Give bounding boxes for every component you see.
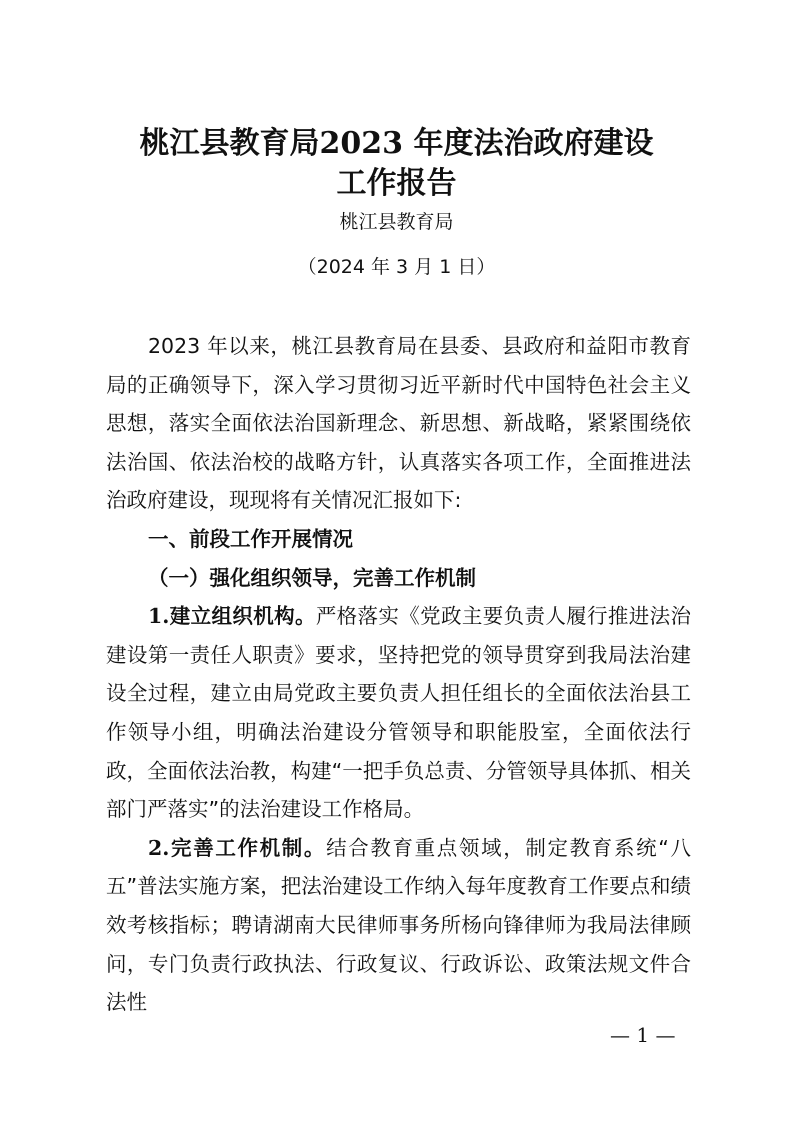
page-number: — 1 — [610, 1023, 676, 1047]
document-title-line-2: 工作报告 [336, 166, 457, 201]
item-1-text: 严格落实《党政主要负责人履行推进法治建设第一责任人职责》要求，坚持把党的领导贯穿到我局法治建设全过程，建立由局党政主要负责人担任组长的全面依法治县工作领导小组，明确法治建设分管领导和职能股室，全面依法行政，全面依法治教，构建“一把手负总责、分管领导具体抓、相关部门严落实”的法治建设工作格局。 [106, 604, 691, 822]
section-heading: 一、前段工作开展情况 [148, 526, 353, 551]
item-2-text: 结合教育重点领域，制定教育系统“八五”普法实施方案，把法治建设工作纳入每年度教育工作要点和绩效考核指标；聘请湖南大民律师事务所杨向锋律师为我局法律顾问，专门负责行政执法、行政复议、行政诉讼、政策法规文件合法性 [106, 835, 691, 1015]
subsection-heading: （一）强化组织领导，完善工作机制 [148, 565, 476, 590]
document-date: （2024 年 3 月 1 日） [297, 256, 496, 278]
item-1-lead: 1.建立组织机构。 [148, 604, 316, 629]
issuing-organization: 桃江县教育局 [339, 211, 454, 233]
document-title-line-1: 桃江县教育局2023 年度法治政府建设 [139, 126, 654, 161]
item-paragraph-2 [106, 829, 691, 1022]
item-paragraph-1 [106, 597, 691, 829]
item-2-lead: 2.完善工作机制。 [148, 835, 327, 860]
document-body [106, 327, 691, 1022]
intro-paragraph: 2023 年以来，桃江县教育局在县委、县政府和益阳市教育局的正确领导下，深入学习贯彻习近平新时代中国特色社会主义思想，落实全面依法治国新理念、新思想、新战略，紧紧围绕依法治国、依法治校的战略方针，认真落实各项工作，全面推进法治政府建设，现现将有关情况汇报如下: [106, 334, 691, 513]
